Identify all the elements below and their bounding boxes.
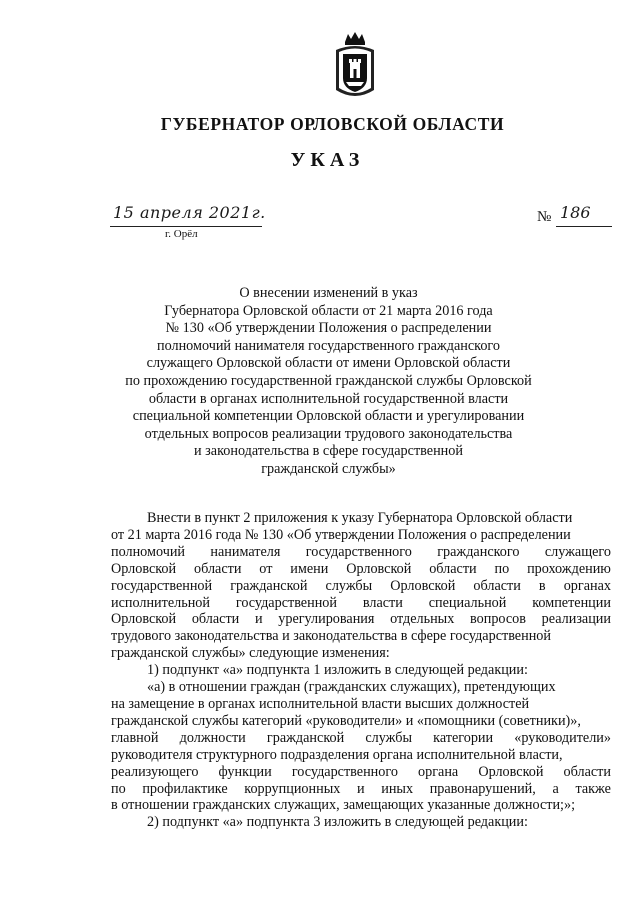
subject-line: и законодательства в сфере государственной [194, 443, 463, 460]
word: Орловской [390, 577, 456, 594]
body-line [111, 595, 611, 612]
body-line: 2) подпункт «а» подпункта 3 изложить в следующей редакции: [147, 814, 528, 831]
word: Орловской [111, 560, 177, 577]
body-line: гражданской службы категорий «руководители» и «помощники (советники)», [111, 712, 581, 729]
word: урегулирования [278, 611, 375, 628]
word: государственной [111, 577, 213, 594]
body-line: на замещение в органах исполнительной власти высших должностей [111, 695, 530, 712]
word: государственной [235, 594, 337, 611]
issuing-authority: ГУБЕРНАТОР ОРЛОВСКОЙ ОБЛАСТИ [160, 114, 505, 134]
word: по [494, 560, 510, 577]
word: власти [362, 594, 403, 611]
body-line: Внести в пункт 2 приложения к указу Губернатора Орловской области [147, 510, 573, 526]
word: области [563, 763, 611, 780]
word: исполнительной [111, 594, 210, 611]
word: «руководители» [514, 729, 611, 746]
word: и [356, 780, 365, 797]
word: органах [563, 577, 611, 594]
handwritten-date: 15 апреля 2021г. [113, 203, 266, 222]
body-line: руководителя структурного подразделения органа исполнительной власти, [111, 746, 563, 763]
word: отдельных [390, 611, 455, 628]
body-line [111, 764, 611, 781]
subject-line: служащего Орловской области от имени Орловской области [146, 355, 511, 372]
word: специальной [428, 594, 507, 611]
word: категории [433, 729, 494, 746]
word: компетенции [532, 594, 611, 611]
word: по [111, 780, 126, 797]
subject-line: области в органах исполнительной государственной власти [148, 390, 509, 407]
body-line: 1) подпункт «а» подпункта 1 изложить в следующей редакции: [147, 662, 528, 679]
body-line: гражданской службы» следующие изменения: [111, 645, 390, 662]
subject-line: гражданской службы» [261, 460, 396, 477]
word: вопросов [470, 611, 526, 628]
subject-line: Губернатора Орловской области от 21 марта 2016 года [164, 302, 493, 319]
number-label: № [537, 209, 552, 225]
word: области [473, 577, 521, 594]
word: государственного [305, 543, 412, 560]
handwritten-number: 186 [560, 203, 591, 222]
word: иных [381, 780, 414, 797]
word: служащего [544, 543, 611, 560]
word: Орловской [346, 560, 412, 577]
word: службы [325, 577, 373, 594]
decree-subject [9, 285, 639, 479]
body-line: трудового законодательства и законодательства в сфере государственной [111, 628, 551, 645]
word: государственного [291, 763, 398, 780]
decree-body [111, 510, 611, 831]
word: в [538, 577, 546, 594]
word: профилактике [142, 780, 228, 797]
word: правонарушений, [429, 780, 536, 797]
word: области [429, 560, 477, 577]
word: и [254, 611, 263, 628]
subject-line: отдельных вопросов реализации трудового законодательства [144, 425, 513, 442]
word: а [552, 780, 559, 797]
body-line [111, 781, 611, 798]
word: Орловской [111, 611, 177, 628]
word: нанимателя [210, 543, 281, 560]
issue-city: г. Орёл [165, 228, 198, 240]
body-line: «а) в отношении граждан (гражданских служащих), претендующих [147, 679, 556, 696]
body-line [111, 561, 611, 578]
subject-line: по прохождению государственной гражданской службы Орловской [125, 372, 532, 389]
subject-line: специальной компетенции Орловской области и урегулировании [132, 408, 525, 425]
subject-line: О внесении изменений в указ [239, 285, 418, 301]
body-line: в отношении гражданских служащих, замещающих указанные должности;»; [111, 797, 576, 814]
body-line [111, 730, 611, 747]
number-underline [556, 226, 612, 227]
word: гражданской [230, 577, 308, 594]
subject-line: № 130 «Об утверждении Положения о распределении [165, 320, 492, 337]
body-line: от 21 марта 2016 года № 130 «Об утверждении Положения о распределении [111, 526, 571, 543]
body-line [111, 544, 611, 561]
word: от [259, 560, 273, 577]
date-underline [110, 226, 262, 227]
word: службы [365, 729, 412, 746]
word: также [575, 780, 611, 797]
body-line [111, 578, 611, 595]
word: прохождению [527, 560, 611, 577]
body-line [111, 611, 611, 628]
word: должности [179, 729, 246, 746]
word: полномочий [111, 543, 186, 560]
word: функции [218, 763, 272, 780]
word: реализации [541, 611, 611, 628]
word: главной [111, 729, 159, 746]
coat-of-arms-icon [332, 30, 378, 102]
subject-line: полномочий нанимателя государственного гражданского [157, 337, 500, 354]
word: гражданской [266, 729, 345, 746]
word: области [191, 611, 240, 628]
word: Орловской [478, 763, 544, 780]
word: коррупционных [244, 780, 341, 797]
word: органа [418, 763, 459, 780]
word: реализующего [111, 763, 199, 780]
word: области [193, 560, 242, 577]
word: имени [290, 560, 329, 577]
word: гражданского [437, 543, 520, 560]
document-type: УКАЗ [290, 149, 365, 171]
